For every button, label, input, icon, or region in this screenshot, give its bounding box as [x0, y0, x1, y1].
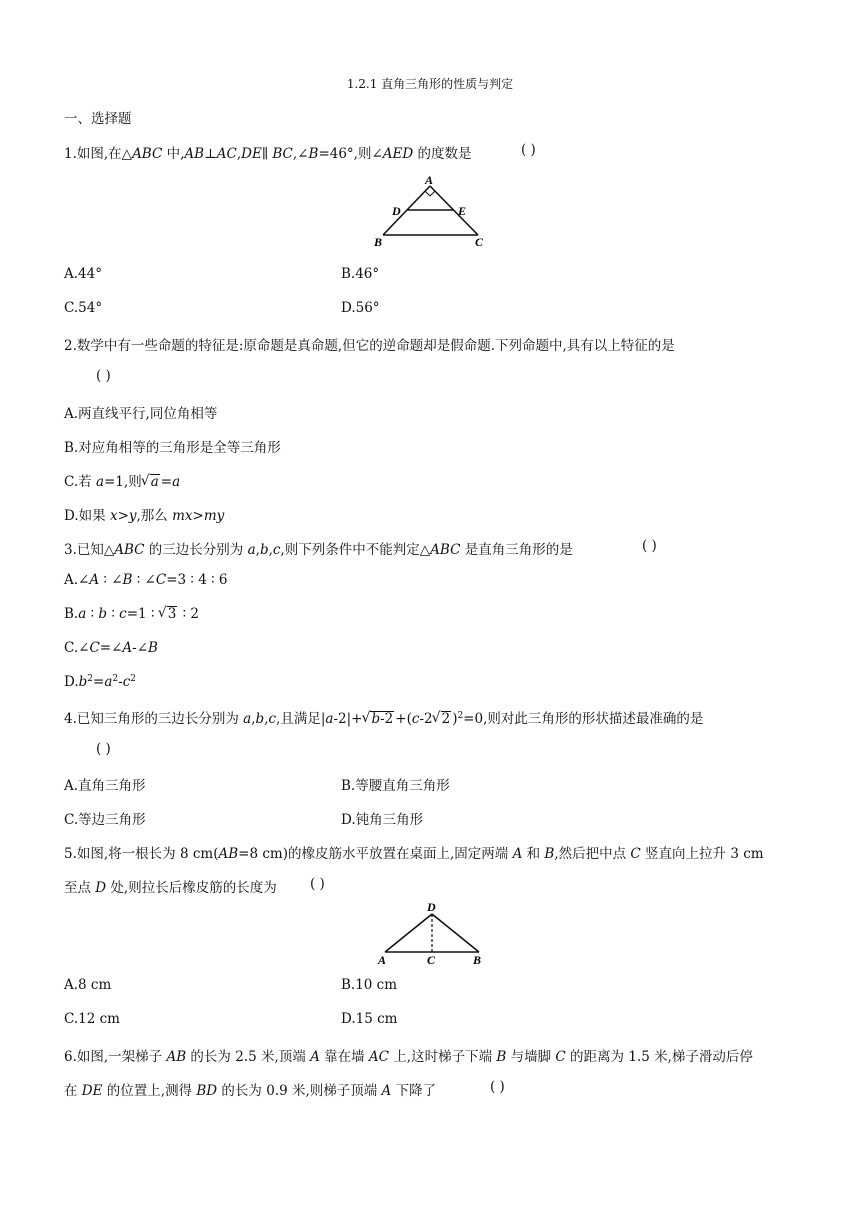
question-1-stem: 1.如图,在△ABC 中,AB⊥AC,DE∥ BC,∠B=46°,则∠AED 的度数是	[64, 146, 472, 162]
label-D: D	[427, 900, 436, 914]
q1-option-a: A.44°	[64, 266, 102, 282]
q3-option-a: A.∠A ∶ ∠B ∶ ∠C=3 ∶ 4 ∶ 6	[64, 572, 228, 588]
rubber-band-figure	[375, 900, 487, 966]
question-3-stem: 3.已知△ABC 的三边长分别为 a,b,c,则下列条件中不能判定△ABC 是直角三角形的是	[64, 542, 573, 558]
answer-bracket: ( )	[310, 876, 325, 892]
triangle-figure-1	[370, 174, 490, 250]
question-4-stem: 4.已知三角形的三边长分别为 a,b,c,且满足|a-2|+√ b-2 +(c-2√ 2 )$^2$=0,则对此三角形的形状描述最准确的是	[64, 707, 703, 727]
q2-option-d: D.如果 x>y,那么 mx>my	[64, 508, 225, 524]
question-5-stem-line-2: 至点 D 处,则拉长后橡皮筋的长度为	[64, 880, 277, 896]
answer-bracket: ( )	[96, 368, 111, 384]
answer-bracket: ( )	[521, 142, 536, 158]
q1-option-d: D.56°	[341, 300, 380, 316]
answer-bracket: ( )	[490, 1079, 505, 1095]
section-heading: 一、选择题	[64, 111, 132, 127]
answer-bracket: ( )	[642, 538, 657, 554]
label-B: B	[374, 235, 383, 249]
label-A: A	[425, 174, 434, 187]
question-5-stem-line-1: 5.如图,将一根长为 8 cm(AB=8 cm)的橡皮筋水平放置在桌面上,固定两端 A 和 B,然后把中点 C 竖直向上拉升 3 cm	[64, 846, 764, 862]
q4-option-c: C.等边三角形	[64, 812, 146, 828]
q5-option-b: B.10 cm	[341, 977, 398, 993]
answer-bracket: ( )	[96, 741, 111, 757]
q4-option-b: B.等腰直角三角形	[341, 778, 450, 794]
label-B: B	[473, 953, 482, 966]
q5-option-a: A.8 cm	[64, 977, 112, 993]
question-2-stem: 2.数学中有一些命题的特征是:原命题是真命题,但它的逆命题却是假命题.下列命题中,具有以上特征的是	[64, 338, 675, 354]
q1-option-b: B.46°	[341, 266, 380, 282]
q2-option-b: B.对应角相等的三角形是全等三角形	[64, 440, 281, 456]
q2-option-a: A.两直线平行,同位角相等	[64, 406, 218, 422]
q2-option-c: C.若 a=1,则√ a =a	[64, 470, 180, 490]
page-title: 1.2.1 直角三角形的性质与判定	[346, 77, 514, 91]
question-6-stem-line-2: 在 DE 的位置上,测得 BD 的长为 0.9 米,则梯子顶端 A 下降了	[64, 1083, 437, 1099]
q3-option-c: C.∠C=∠A-∠B	[64, 640, 158, 656]
label-C: C	[475, 235, 484, 249]
q4-option-a: A.直角三角形	[64, 778, 146, 794]
label-E: E	[458, 204, 467, 218]
q4-option-d: D.钝角三角形	[341, 812, 424, 828]
q1-option-c: C.54°	[64, 300, 103, 316]
q3-option-d: $D.b^2=a^2-c^2$	[64, 674, 136, 690]
q5-option-d: D.15 cm	[341, 1011, 398, 1027]
q3-option-b: B.a ∶ b ∶ c=1 ∶ √ 3 ∶ 2	[64, 606, 199, 622]
label-D: D	[392, 204, 401, 218]
question-6-stem-line-1: 6.如图,一架梯子 AB 的长为 2.5 米,顶端 A 靠在墙 AC 上,这时梯子下端 B 与墙脚 C 的距离为 1.5 米,梯子滑动后停	[64, 1049, 753, 1065]
q5-option-c: C.12 cm	[64, 1011, 120, 1027]
label-A: A	[378, 953, 387, 966]
label-C: C	[427, 953, 436, 966]
